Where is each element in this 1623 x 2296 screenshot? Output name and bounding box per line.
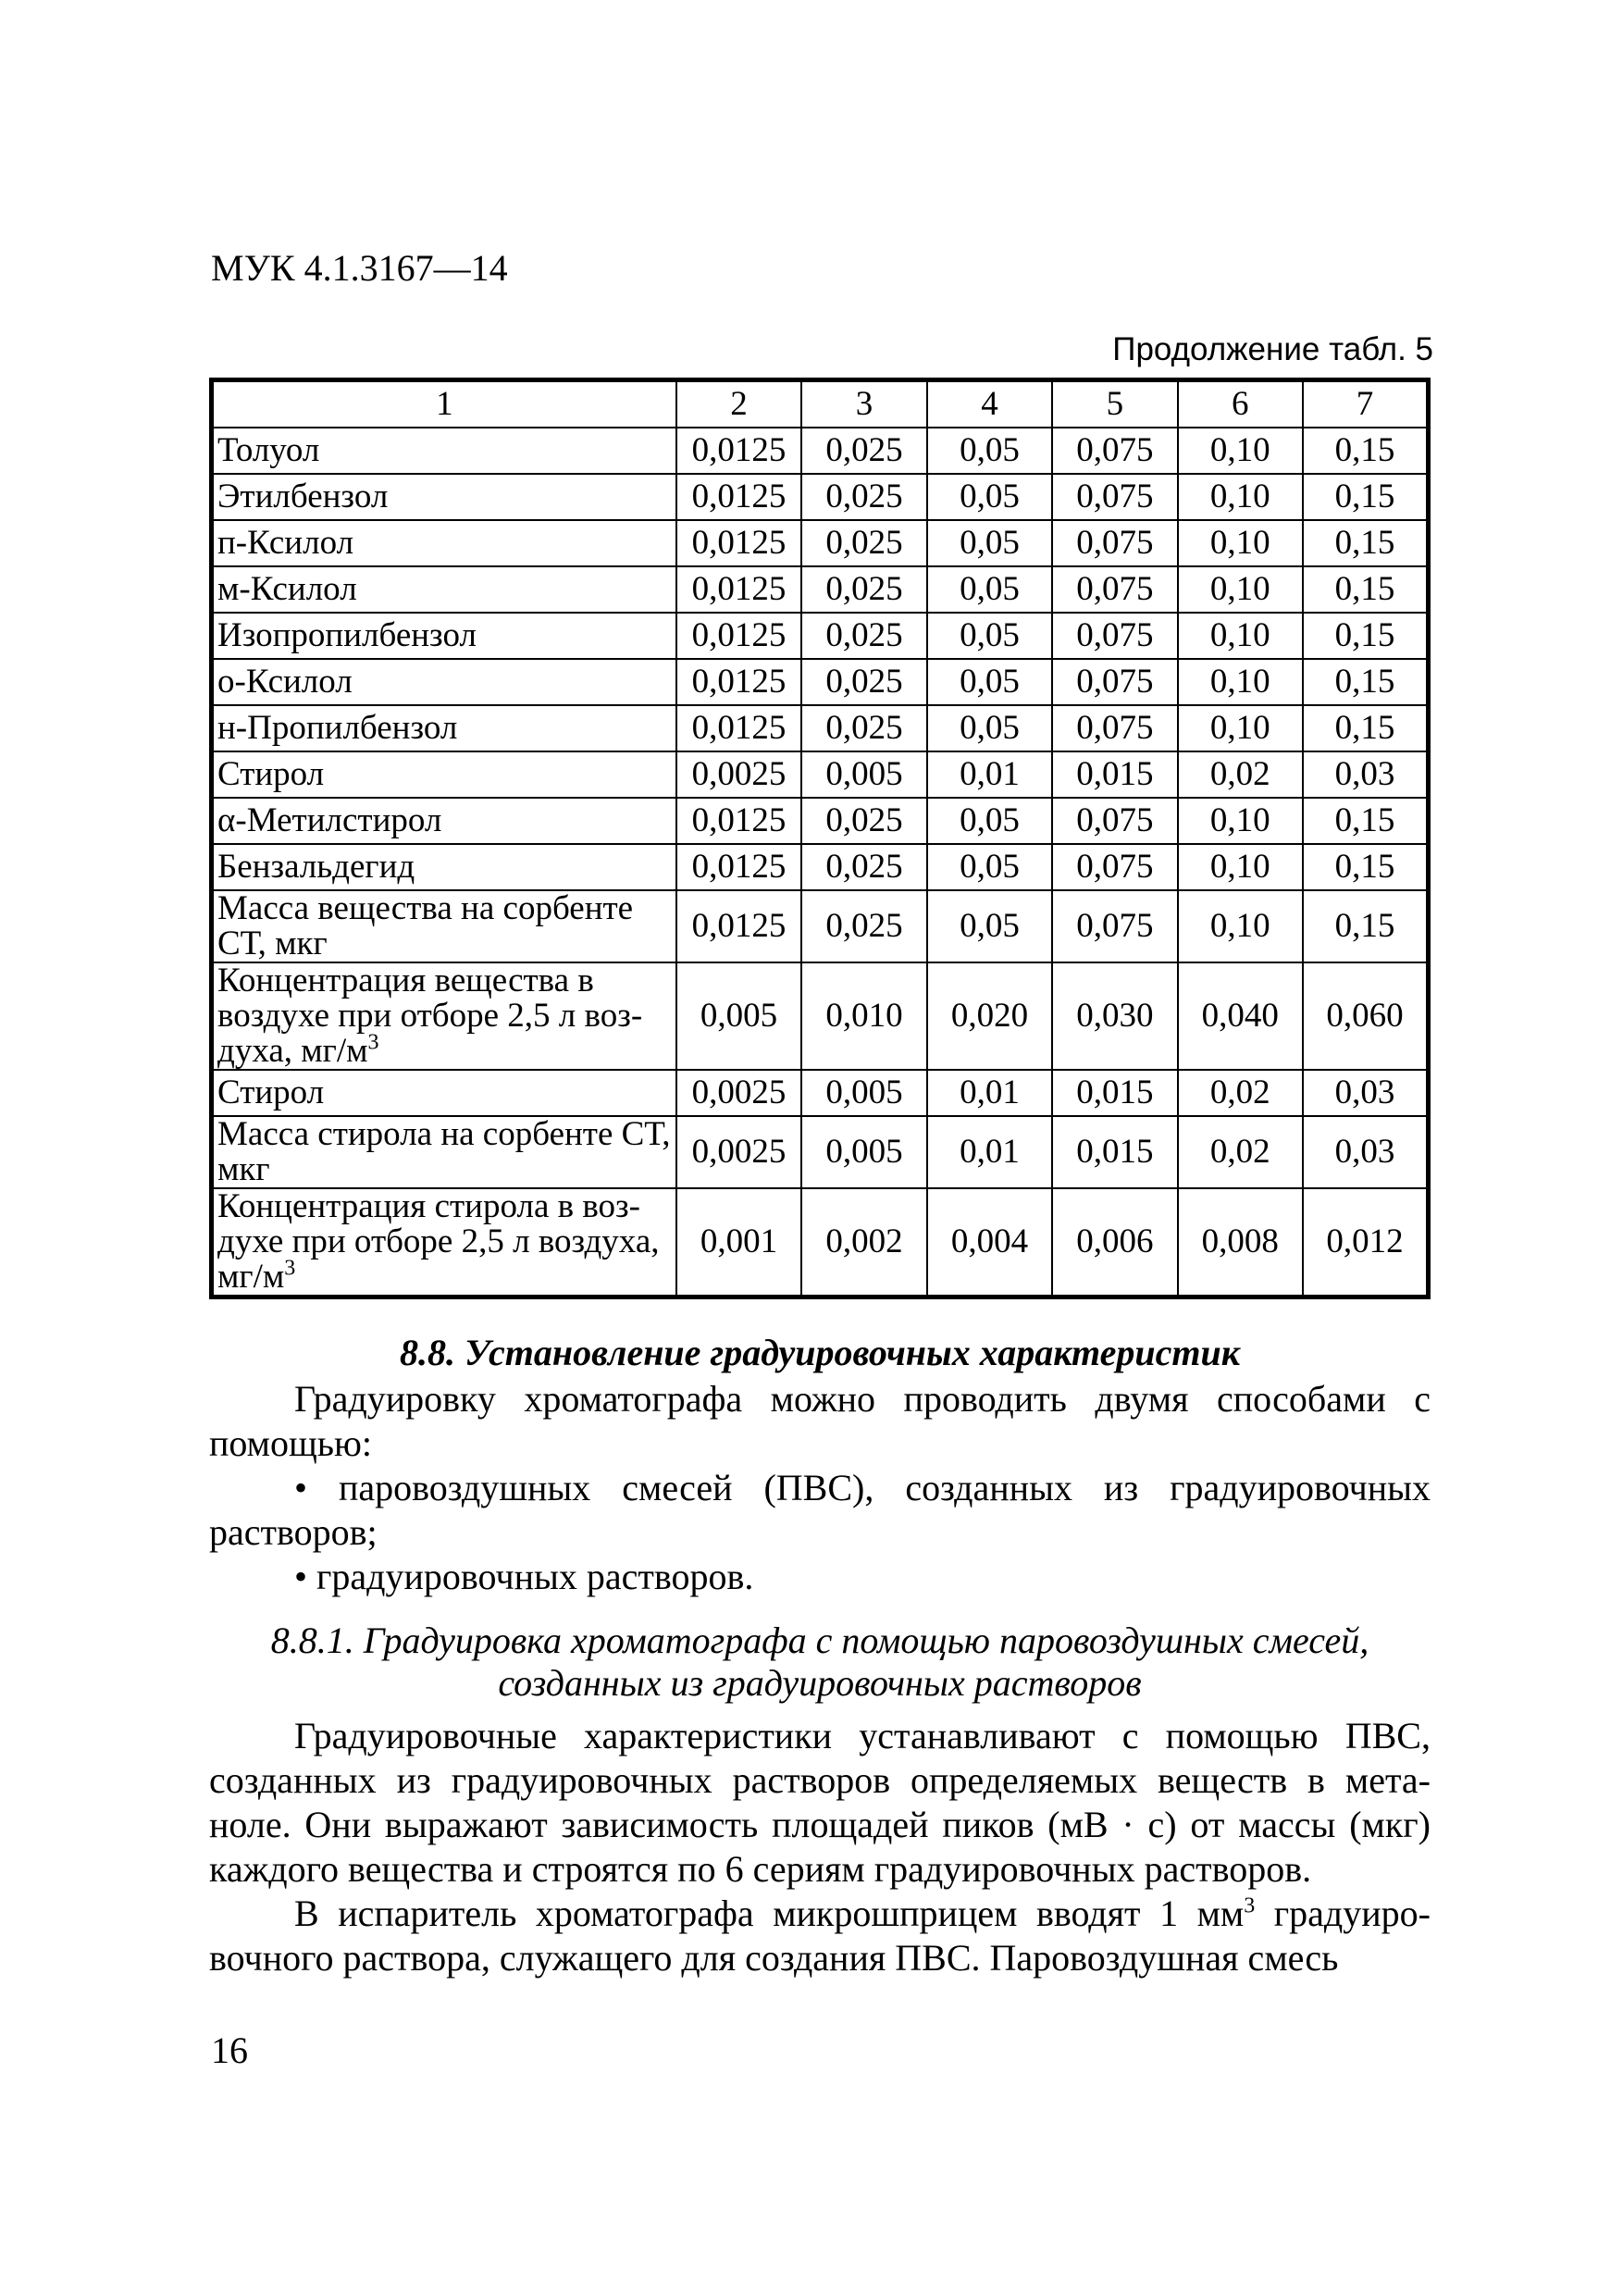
- table-cell: 0,002: [801, 1188, 926, 1297]
- table-row: [212, 1070, 1429, 1116]
- table-cell: 0,005: [801, 1116, 926, 1188]
- row-label: [212, 962, 676, 1070]
- column-header: 3: [801, 380, 926, 428]
- table-row: [212, 890, 1429, 962]
- table-cell: 0,025: [801, 705, 926, 751]
- table-cell: 0,075: [1052, 520, 1177, 566]
- table-cell: 0,040: [1178, 962, 1303, 1070]
- table-cell: 0,05: [927, 705, 1052, 751]
- table-cell: 0,05: [927, 566, 1052, 613]
- table-cell: 0,025: [801, 890, 926, 962]
- paragraph: Градуировочные характеристики устанавливают с помощью ПВС, созданных из градуировочных растворов определяемых веществ в мета-ноле. Они выражают зависимость площадей пиков (мВ · с) от массы (мкг) каждого вещества и строятся по 6 сериям градуировочных растворов.: [209, 1715, 1431, 1890]
- table-cell: 0,10: [1178, 798, 1303, 844]
- row-label-text: Толуол: [217, 431, 320, 469]
- row-label: [212, 844, 676, 890]
- table-cell: 0,15: [1303, 844, 1429, 890]
- row-label: [212, 520, 676, 566]
- data-table: [209, 378, 1431, 1299]
- table-cell: 0,025: [801, 566, 926, 613]
- table-cell: 0,05: [927, 659, 1052, 705]
- table-cell: 0,15: [1303, 428, 1429, 474]
- table-cell: 0,005: [801, 751, 926, 798]
- row-label-text: α-Метилстирол: [217, 801, 442, 839]
- column-header: 6: [1178, 380, 1303, 428]
- row-label: [212, 890, 676, 962]
- table-cell: 0,15: [1303, 659, 1429, 705]
- row-label: [212, 659, 676, 705]
- table-cell: 0,025: [801, 844, 926, 890]
- table-cell: 0,03: [1303, 751, 1429, 798]
- table-row: [212, 798, 1429, 844]
- table-cell: 0,15: [1303, 613, 1429, 659]
- table-cell: 0,15: [1303, 798, 1429, 844]
- row-label-text: о-Ксилол: [217, 663, 353, 701]
- table-cell: 0,15: [1303, 520, 1429, 566]
- row-label: [212, 428, 676, 474]
- row-label-text: Концентрация стирола в воз-духе при отборе 2,5 л воздуха, мг/м: [217, 1187, 660, 1296]
- row-label: [212, 1188, 676, 1297]
- table-row: [212, 705, 1429, 751]
- table-cell: 0,10: [1178, 520, 1303, 566]
- page-number: 16: [211, 2029, 248, 2071]
- table-cell: 0,025: [801, 428, 926, 474]
- table-cell: 0,0025: [676, 1116, 802, 1188]
- row-label-text: н-Пропилбензол: [217, 709, 458, 747]
- section-heading: 8.8. Установление градуировочных характеристик: [400, 1332, 1240, 1373]
- table-cell: 0,03: [1303, 1116, 1429, 1188]
- table-cell: 0,005: [676, 962, 802, 1070]
- table-cell: 0,0125: [676, 705, 802, 751]
- table-cell: 0,05: [927, 520, 1052, 566]
- table-cell: 0,10: [1178, 566, 1303, 613]
- table-cell: 0,0125: [676, 520, 802, 566]
- column-header: 7: [1303, 380, 1429, 428]
- row-label-text: Изопропилбензол: [217, 616, 477, 654]
- table-cell: 0,015: [1052, 751, 1177, 798]
- table-cell: 0,0125: [676, 890, 802, 962]
- table-cell: 0,10: [1178, 659, 1303, 705]
- table-row: [212, 520, 1429, 566]
- table-cell: 0,10: [1178, 705, 1303, 751]
- table-cell: 0,02: [1178, 1070, 1303, 1116]
- paragraph-text: В испаритель хроматографа микрошприцем вводят 1 мм: [294, 1893, 1245, 1934]
- column-header: 4: [927, 380, 1052, 428]
- table-cell: 0,075: [1052, 798, 1177, 844]
- row-label-text: п-Ксилол: [217, 524, 354, 562]
- row-label: [212, 566, 676, 613]
- table-row: [212, 962, 1429, 1070]
- bullet-glyph: •: [294, 1556, 308, 1597]
- table-cell: 0,075: [1052, 566, 1177, 613]
- column-header: 5: [1052, 380, 1177, 428]
- table-cell: 0,012: [1303, 1188, 1429, 1297]
- column-header: 2: [676, 380, 802, 428]
- row-label: [212, 705, 676, 751]
- table-cell: 0,0125: [676, 613, 802, 659]
- table-cell: 0,025: [801, 613, 926, 659]
- table-cell: 0,075: [1052, 844, 1177, 890]
- subsection-heading-line2: созданных из градуировочных растворов: [498, 1662, 1142, 1704]
- table-caption: Продолжение табл. 5: [1112, 331, 1433, 367]
- table-cell: 0,060: [1303, 962, 1429, 1070]
- subsection-heading: [209, 1620, 1431, 1705]
- table-cell: 0,05: [927, 798, 1052, 844]
- table-row: [212, 474, 1429, 520]
- table-cell: 0,001: [676, 1188, 802, 1297]
- table-cell: 0,01: [927, 1116, 1052, 1188]
- table-row: [212, 566, 1429, 613]
- row-label: [212, 798, 676, 844]
- row-label-text: м-Ксилол: [217, 570, 357, 608]
- table-cell: 0,030: [1052, 962, 1177, 1070]
- table-cell: 0,075: [1052, 474, 1177, 520]
- table-cell: 0,10: [1178, 844, 1303, 890]
- table-cell: 0,0125: [676, 659, 802, 705]
- table-cell: 0,05: [927, 474, 1052, 520]
- table-cell: 0,025: [801, 474, 926, 520]
- row-label: [212, 751, 676, 798]
- table-cell: 0,10: [1178, 474, 1303, 520]
- row-label-text: Масса вещества на сорбенте СТ, мкг: [217, 889, 634, 962]
- table-cell: 0,05: [927, 844, 1052, 890]
- section-intro: Градуировку хроматографа можно проводить двумя способами с помощью:: [209, 1378, 1431, 1464]
- row-label: [212, 613, 676, 659]
- table-cell: 0,010: [801, 962, 926, 1070]
- table-cell: 0,10: [1178, 428, 1303, 474]
- table-cell: 0,02: [1178, 751, 1303, 798]
- list-item: [209, 1555, 1431, 1599]
- table-row: [212, 428, 1429, 474]
- paragraph: [209, 1892, 1431, 1980]
- table-cell: 0,025: [801, 520, 926, 566]
- unit-superscript: 3: [367, 1030, 379, 1055]
- list-item-text: паровоздушных смесей (ПВС), созданных из градуировочных растворов;: [209, 1467, 1431, 1553]
- table-row: [212, 844, 1429, 890]
- table-cell: 0,0125: [676, 798, 802, 844]
- table-cell: 0,008: [1178, 1188, 1303, 1297]
- table-cell: 0,01: [927, 1070, 1052, 1116]
- table-cell: 0,005: [801, 1070, 926, 1116]
- table-cell: 0,075: [1052, 705, 1177, 751]
- table-cell: 0,0125: [676, 428, 802, 474]
- row-label-text: Концентрация вещества в воздухе при отборе 2,5 л воз-духа, мг/м: [217, 962, 643, 1070]
- table-row: [212, 613, 1429, 659]
- list-item: [209, 1466, 1431, 1555]
- table-row: [212, 1188, 1429, 1297]
- table-cell: 0,15: [1303, 474, 1429, 520]
- table-cell: 0,15: [1303, 705, 1429, 751]
- bullet-glyph: •: [294, 1467, 308, 1508]
- table-cell: 0,0125: [676, 566, 802, 613]
- table-cell: 0,015: [1052, 1116, 1177, 1188]
- paragraph-text: градуиро-вочного раствора, служащего для создания ПВС. Паровоздушная смесь: [209, 1893, 1431, 1979]
- table-cell: 0,025: [801, 659, 926, 705]
- table-header-row: [212, 380, 1429, 428]
- table-cell: 0,075: [1052, 613, 1177, 659]
- table-cell: 0,025: [801, 798, 926, 844]
- table-cell: 0,03: [1303, 1070, 1429, 1116]
- table-cell: 0,004: [927, 1188, 1052, 1297]
- table-row: [212, 659, 1429, 705]
- table-cell: 0,020: [927, 962, 1052, 1070]
- table-cell: 0,01: [927, 751, 1052, 798]
- unit-superscript: 3: [284, 1256, 296, 1281]
- row-label: [212, 1070, 676, 1116]
- row-label: [212, 1116, 676, 1188]
- document-code: МУК 4.1.3167—14: [211, 247, 508, 289]
- table-cell: 0,10: [1178, 613, 1303, 659]
- table-cell: 0,15: [1303, 566, 1429, 613]
- table-row: [212, 1116, 1429, 1188]
- subsection-heading-line1: 8.8.1. Градуировка хроматографа с помощью паровоздушных смесей,: [270, 1620, 1369, 1661]
- table-cell: 0,015: [1052, 1070, 1177, 1116]
- row-label-text: Масса стирола на сорбенте СТ, мкг: [217, 1115, 671, 1188]
- row-label-text: Стирол: [217, 1074, 325, 1111]
- column-header: 1: [212, 380, 676, 428]
- table-cell: 0,075: [1052, 890, 1177, 962]
- table-cell: 0,075: [1052, 428, 1177, 474]
- table-cell: 0,006: [1052, 1188, 1177, 1297]
- table-cell: 0,0125: [676, 844, 802, 890]
- row-label-text: Бензальдегид: [217, 848, 415, 886]
- table-cell: 0,0025: [676, 751, 802, 798]
- superscript: 3: [1244, 1893, 1256, 1918]
- table-cell: 0,075: [1052, 659, 1177, 705]
- table-cell: 0,15: [1303, 890, 1429, 962]
- table-cell: 0,05: [927, 890, 1052, 962]
- table-cell: 0,02: [1178, 1116, 1303, 1188]
- table-cell: 0,05: [927, 428, 1052, 474]
- table-cell: 0,05: [927, 613, 1052, 659]
- table-cell: 0,10: [1178, 890, 1303, 962]
- row-label: [212, 474, 676, 520]
- table-cell: 0,0025: [676, 1070, 802, 1116]
- table-cell: 0,0125: [676, 474, 802, 520]
- row-label-text: Этилбензол: [217, 478, 389, 515]
- row-label-text: Стирол: [217, 755, 325, 793]
- table-row: [212, 751, 1429, 798]
- list-item-text: градуировочных растворов.: [316, 1556, 754, 1597]
